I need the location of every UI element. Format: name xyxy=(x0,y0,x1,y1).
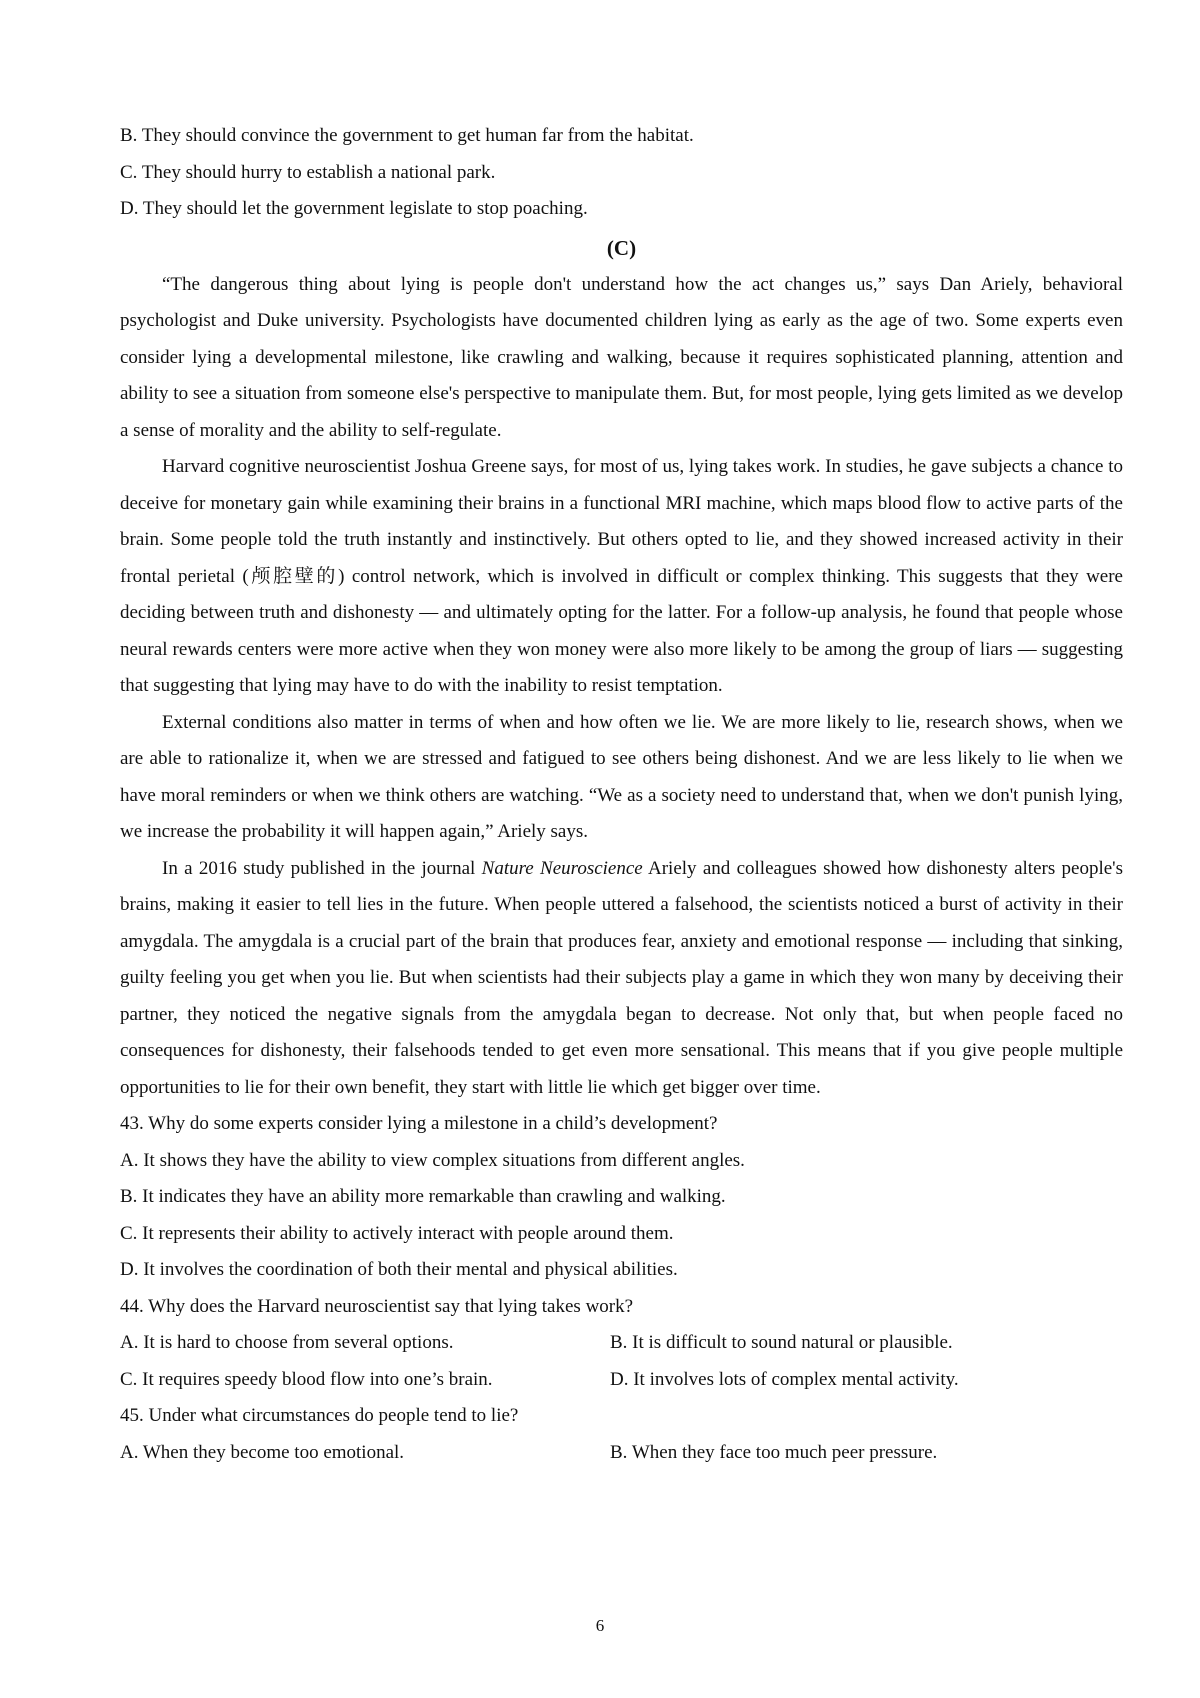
option-prev-b: B. They should convince the government to get human far from the habitat. xyxy=(120,125,694,146)
passage-paragraph-4 xyxy=(120,851,1123,1107)
journal-name: Nature Neuroscience xyxy=(481,857,643,879)
option-prev-c: C. They should hurry to establish a national park. xyxy=(120,161,496,183)
question-45-options-row-1 xyxy=(120,1435,1123,1472)
question-45-stem: 45. Under what circumstances do people tend to lie? xyxy=(120,1405,519,1426)
question-44-option-b: B. It is difficult to sound natural or plausible. xyxy=(610,1332,953,1353)
question-43-stem: 43. Why do some experts consider lying a milestone in a child’s development? xyxy=(120,1113,718,1134)
question-44-option-d: D. It involves lots of complex mental activity. xyxy=(610,1368,959,1390)
question-45-option-b: B. When they face too much peer pressure. xyxy=(610,1441,938,1463)
passage-paragraph-3: External conditions also matter in terms of when and how often we lie. We are more likely to lie, research shows, when we are able to rationalize it, when we are stressed and fatigued to see others being dishonest. And we are less likely to lie when we have moral reminders or when we think others are watching. “We as a society need to understand that, when we don't punish lying, we increase the probability it will happen again,” Ariely says. xyxy=(120,711,1123,842)
paragraph-4-intro: In a 2016 study published in the journal xyxy=(162,857,482,879)
section-title: (C) xyxy=(606,235,637,260)
question-44-options-row-1 xyxy=(120,1325,1123,1362)
question-43-option-d: D. It involves the coordination of both their mental and physical abilities. xyxy=(120,1259,678,1280)
question-44-option-c: C. It requires speedy blood flow into one’s brain. xyxy=(120,1368,493,1390)
question-43-option-c: C. It represents their ability to actively interact with people around them. xyxy=(120,1222,674,1244)
passage-paragraph-1: “The dangerous thing about lying is people don't understand how the act changes us,” says Dan Ariely, behavioral psychologist and Duke university. Psychologists have documented children lying as early as the age of two. Some experts even consider lying a developmental milestone, like crawling and walking, because it requires sophisticated planning, attention and ability to see a situation from someone else's perspective to manipulate them. But, for most people, lying gets limited as we develop a sense of morality and the ability to self-regulate. xyxy=(120,273,1123,441)
question-43-option-a: A. It shows they have the ability to view complex situations from different angles. xyxy=(120,1149,745,1171)
document-page xyxy=(120,118,1123,1471)
question-43-option-b: B. It indicates they have an ability more remarkable than crawling and walking. xyxy=(120,1186,726,1207)
paragraph-4-body: Ariely and colleagues showed how dishonesty alters people's brains, making it easier to tell lies in the future. When people uttered a falsehood, the scientists noticed a burst of activity in their amygdala. The amygdala is a crucial part of the brain that produces fear, anxiety and emotional response — including that sinking, guilty feeling you get when you lie. But when scientists had their subjects play a game in which they won many by deceiving their partner, they noticed the negative signals from the amygdala began to decrease. Not only that, but when people faced no consequences for dishonesty, their falsehoods tended to get even more sensational. This means that if you give people multiple opportunities to lie for their own benefit, they start with little lie which get bigger over time. xyxy=(120,857,1123,1098)
passage-paragraph-2: Harvard cognitive neuroscientist Joshua Greene says, for most of us, lying takes work. In studies, he gave subjects a chance to deceive for monetary gain while examining their brains in a functional MRI machine, which maps blood flow to active parts of the brain. Some people told the truth instantly and instinctively. But others opted to lie, and they showed increased activity in their frontal perietal (颅腔壁的) control network, which is involved in difficult or complex thinking. This suggests that they were deciding between truth and dishonesty — and ultimately opting for the latter. For a follow-up analysis, he found that people whose neural rewards centers were more active when they won money were also more likely to be among the group of liars — suggesting that suggesting that lying may have to do with the inability to resist temptation. xyxy=(120,456,1123,696)
question-44-options-row-2 xyxy=(120,1362,1123,1399)
page-number: 6 xyxy=(595,1616,605,1635)
question-44-option-a: A. It is hard to choose from several options. xyxy=(120,1332,454,1353)
question-44-stem: 44. Why does the Harvard neuroscientist say that lying takes work? xyxy=(120,1295,634,1317)
option-prev-d: D. They should let the government legislate to stop poaching. xyxy=(120,198,588,219)
question-45-option-a: A. When they become too emotional. xyxy=(120,1441,405,1463)
